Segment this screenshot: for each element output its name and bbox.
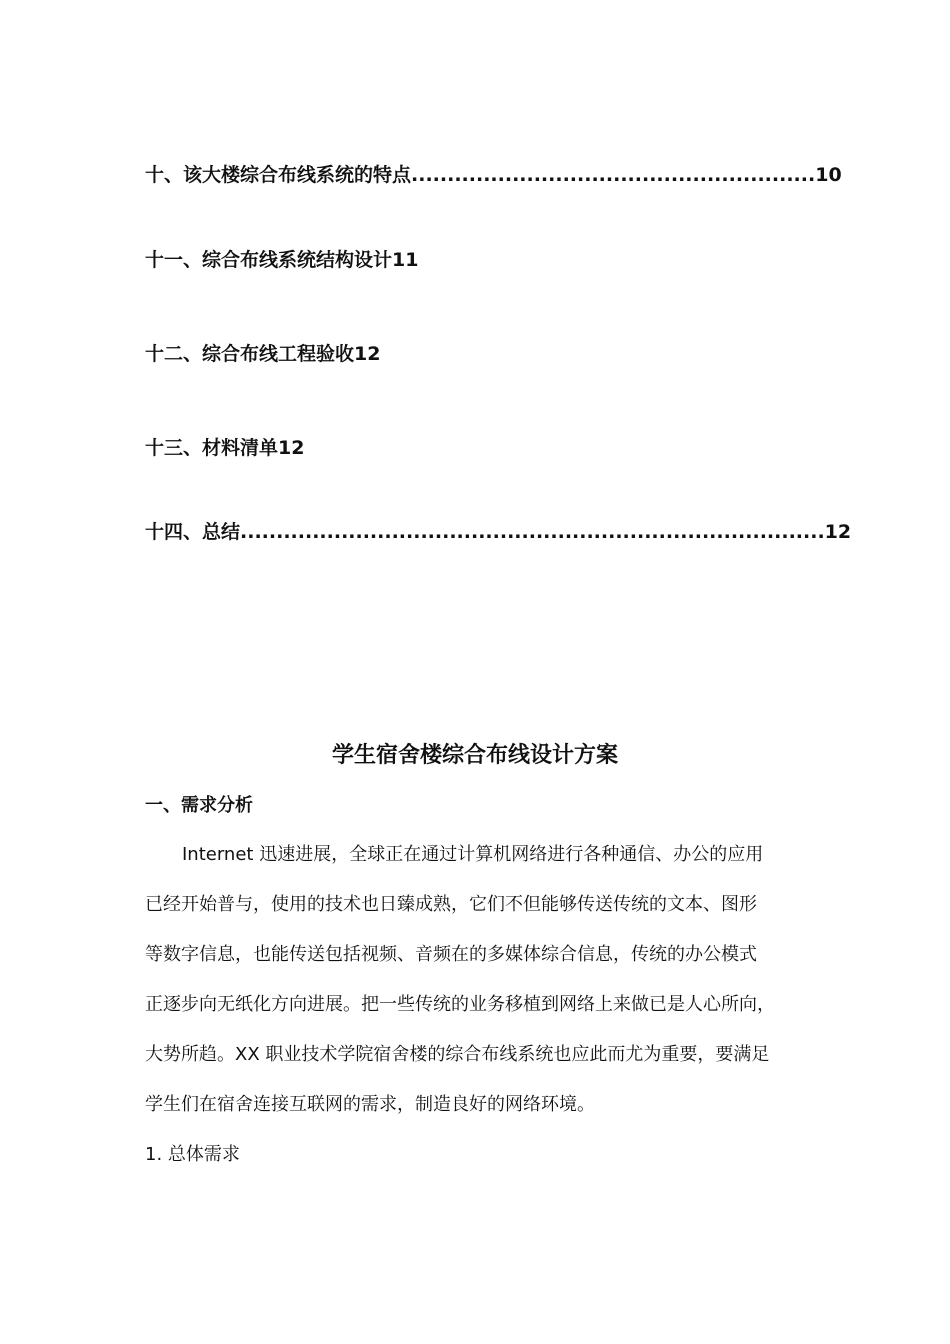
document-title: 学生宿舍楼综合布线设计方案 [331,743,618,768]
toc-page-number: 10 [815,164,842,186]
toc-entry-label: 十三、材料清单 [145,437,279,459]
paragraph-line: 大势所趋。XX 职业技术学院宿舍楼的综合布线系统也应此而尤为重要，要满足 [145,1044,770,1065]
toc-leader-dots: ........................................................ [411,164,816,186]
toc-entry[interactable] [145,163,842,187]
paragraph-line: Internet 迅速进展，全球正在通过计算机网络进行各种通信、办公的应用 [182,844,764,865]
toc-page-number: 12 [354,343,381,365]
toc-page-number: 11 [392,249,419,271]
toc-entry[interactable] [145,248,418,272]
toc-entry-label: 十二、综合布线工程验收 [145,343,355,365]
paragraph-line: 等数字信息，也能传送包括视频、音频在的多媒体综合信息，传统的办公模式 [145,944,757,965]
paragraph-line: 正逐步向无纸化方向进展。把一些传统的业务移植到网络上来做已是人心所向， [145,994,775,1015]
toc-entry-label: 十四、总结 [145,521,241,543]
paragraph-line: 已经开始普与，使用的技术也日臻成熟，它们不但能够传送传统的文本、图形 [145,894,757,915]
section-heading: 一、需求分析 [145,795,253,816]
toc-entry[interactable] [145,342,380,366]
toc-page-number: 12 [824,521,852,543]
toc-entry[interactable] [145,520,851,544]
toc-leader-dots: ................................................................................. [240,521,825,543]
paragraph-line: 学生们在宿舍连接互联网的需求，制造良好的网络环境。 [145,1094,595,1115]
toc-page-number: 12 [278,437,305,459]
toc-entry[interactable] [145,436,304,460]
subsection-heading: 1. 总体需求 [145,1144,240,1165]
toc-entry-label: 十、该大楼综合布线系统的特点 [145,164,412,186]
toc-entry-label: 十一、综合布线系统结构设计 [145,249,393,271]
